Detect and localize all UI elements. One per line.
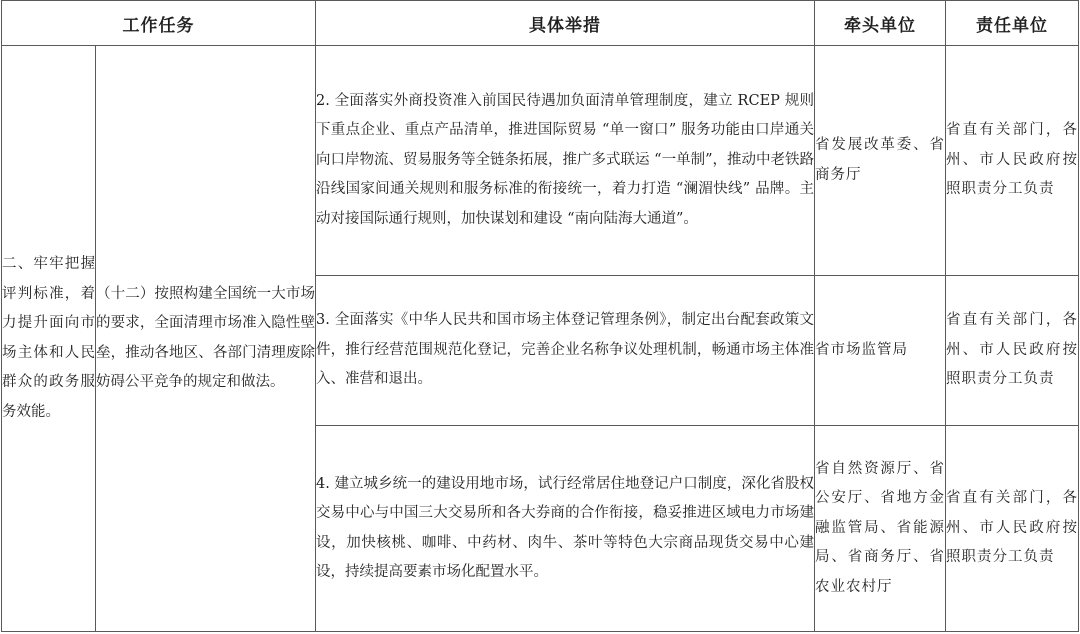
measure-text: 3. 全面落实《中华人民共和国市场主体登记管理条例》，制定出台配套政策文件，推行经营范围规范化登记，完善企业名称争议处理机制，畅通市场主体准入、准营和退出。 bbox=[316, 312, 814, 388]
measure-cell bbox=[316, 426, 815, 632]
lead-unit-cell bbox=[815, 46, 946, 276]
header-task: 工作任务 bbox=[2, 1, 316, 46]
lead-unit-cell bbox=[815, 426, 946, 632]
measure-text: 2. 全面落实外商投资准入前国民待遇加负面清单管理制度，建立 RCEP 规则下重点企业、重点产品清单，推进国际贸易 “单一窗口” 服务功能由口岸通关向口岸物流、贸易服务等全链条拓展，推广多式联运 “一单制”，推动中老铁路沿线国家间通关规则和服务标准的衔接统一，着力打造 “澜湄快线” 品牌。主动对接国际通行规则，加快谋划和建设 “南向陆海大通道”。 bbox=[316, 92, 814, 227]
task-table bbox=[1, 0, 1079, 632]
task-sub-cell bbox=[96, 46, 316, 632]
measure-cell bbox=[316, 276, 815, 426]
responsible-unit-text: 省直有关部门，各州、市人民政府按照职责分工负责 bbox=[946, 312, 1078, 388]
task-sub-text: （十二）按照构建全国统一大市场的要求，全面清理市场准入隐性壁垒，推动各地区、各部门清理废除妨碍公平竞争的规定和做法。 bbox=[96, 285, 315, 390]
header-row bbox=[2, 1, 1079, 46]
task-main-text: 二、牢牢把握评判标准，着力提升面向市场主体和人民群众的政务服务效能。 bbox=[2, 256, 95, 420]
header-measures: 具体举措 bbox=[316, 1, 815, 46]
lead-unit-text: 省自然资源厅、省公安厅、省地方金融监管局、省能源局、省商务厅、省农业农村厅 bbox=[815, 460, 945, 595]
responsible-unit-cell bbox=[946, 426, 1079, 632]
responsible-unit-cell bbox=[946, 276, 1079, 426]
measure-cell bbox=[316, 46, 815, 276]
responsible-unit-text: 省直有关部门，各州、市人民政府按照职责分工负责 bbox=[946, 122, 1078, 198]
responsible-unit-text: 省直有关部门，各州、市人民政府按照职责分工负责 bbox=[946, 490, 1078, 566]
header-responsible-unit: 责任单位 bbox=[946, 1, 1079, 46]
lead-unit-cell bbox=[815, 276, 946, 426]
lead-unit-text: 省发展改革委、省商务厅 bbox=[815, 137, 945, 183]
task-main-cell bbox=[2, 46, 96, 632]
measure-text: 4. 建立城乡统一的建设用地市场，试行经常居住地登记户口制度，深化省股权交易中心与中国三大交易所和各大券商的合作衔接，稳妥推进区域电力市场建设，加快核桃、咖啡、中药材、肉牛、茶叶等特色大宗商品现货交易中心建设，持续提高要素市场化配置水平。 bbox=[316, 475, 814, 580]
lead-unit-text: 省市场监管局 bbox=[815, 341, 908, 358]
header-lead-unit: 牵头单位 bbox=[815, 1, 946, 46]
responsible-unit-cell bbox=[946, 46, 1079, 276]
table-row bbox=[2, 46, 1079, 276]
